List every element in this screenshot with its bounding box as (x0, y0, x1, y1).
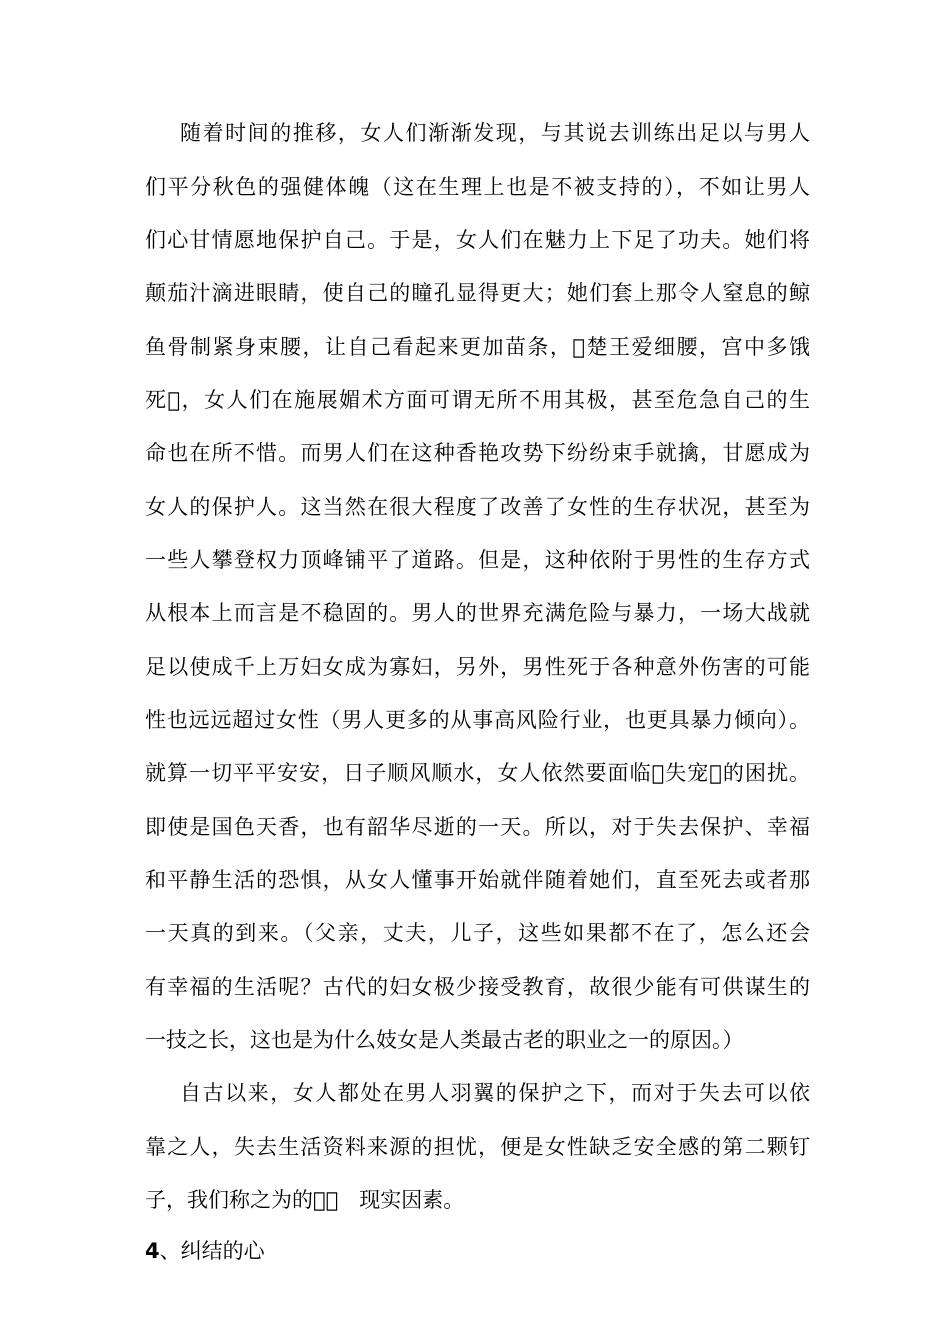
paragraph-1-line-11: 足以使成千上万妇女成为寡妇，另外，男性死于各种意外伤害的可能 (145, 655, 810, 679)
paragraph-1-line-10: 从根本上而言是不稳固的。男人的世界充满危险与暴力，一场大战就 (145, 601, 810, 625)
paragraph-1-line-14: 即使是国色天香，也有韶华尽逝的一天。所以，对于失去保护、幸福 (145, 815, 810, 839)
section-heading-title: 、纠结的心 (159, 1239, 265, 1263)
paragraph-1-line-15: 和平静生活的恐惧，从女人懂事开始就伴随着她们，直至死去或者那 (145, 868, 810, 892)
paragraph-1-line-13: 就算一切平平安安，日子顺风顺水，女人依然要面临 失宠 的困扰。 (145, 761, 810, 785)
paragraph-1-line-8: 女人的保护人。这当然在很大程度了改善了女性的生存状况，甚至为 (145, 495, 810, 519)
paragraph-1-line-17: 有幸福的生活呢？古代的妇女极少接受教育，故很少能有可供谋生的 (145, 975, 810, 999)
paragraph-1-line-12: 性也远远超过女性（男人更多的从事高风险行业，也更具暴力倾向）。 (145, 708, 810, 732)
paragraph-1-line-4: 颠茄汁滴进眼睛，使自己的瞳孔显得更大；她们套上那令人窒息的鲸 (145, 281, 810, 305)
paragraph-2-line-3: 子，我们称之为的   现实因素。 (145, 1188, 465, 1212)
paragraph-1-line-5: 鱼骨制紧身束腰，让自己看起来更加苗条， 楚王爱细腰，宫中多饿 (145, 335, 810, 359)
paragraph-1-line-9: 一些人攀登权力顶峰铺平了道路。但是，这种依附于男性的生存方式 (145, 548, 810, 572)
section-heading (145, 1236, 265, 1266)
paragraph-1-line-3: 们心甘情愿地保护自己。于是，女人们在魅力上下足了功夫。她们将 (145, 228, 810, 252)
paragraph-1-line-7: 命也在所不惜。而男人们在这种香艳攻势下纷纷束手就擒，甘愿成为 (145, 441, 810, 465)
paragraph-1-line-6: 死 ，女人们在施展媚术方面可谓无所不用其极，甚至危急自己的生 (145, 388, 810, 412)
paragraph-2-line-2: 靠之人，失去生活资料来源的担忧，便是女性缺乏安全感的第二颗钉 (145, 1135, 810, 1159)
paragraph-1-line-2: 们平分秋色的强健体魄（这在生理上也是不被支持的），不如让男人 (145, 175, 810, 199)
paragraph-2-line-1: 自古以来，女人都处在男人羽翼的保护之下，而对于失去可以依 (180, 1081, 810, 1105)
paragraph-1-line-1: 随着时间的推移，女人们渐渐发现，与其说去训练出足以与男人 (180, 121, 810, 145)
paragraph-1-line-16: 一天真的到来。（父亲，丈夫，儿子，这些如果都不在了，怎么还会 (145, 921, 810, 945)
section-heading-number: 4 (145, 1239, 160, 1263)
paragraph-1-line-18: 一技之长，这也是为什么妓女是人类最古老的职业之一的原因。） (145, 1028, 744, 1052)
